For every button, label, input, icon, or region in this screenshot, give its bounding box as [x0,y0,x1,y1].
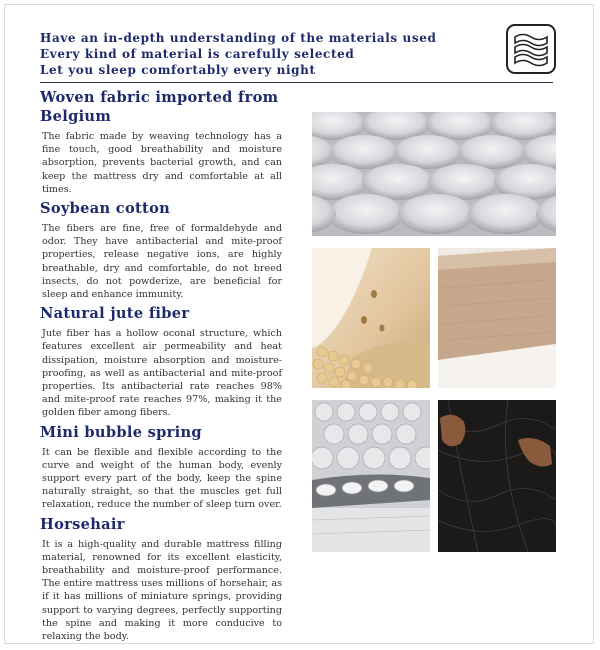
header-line-2: Every kind of material is carefully selected [40,47,355,61]
section-mini-bubble-spring [40,423,284,512]
jute-fiber-photo [438,248,556,388]
layered-fabric-icon [505,23,557,75]
section-horsehair [40,515,284,644]
section-jute-fiber [40,304,284,419]
section-woven-fabric [40,88,284,196]
section-title: Soybean cotton [40,200,171,218]
section-text: It is a high-quality and durable mattress filling material, renowned for its excellent elasticity, breathability and moisture-proof performance. The entire mattress uses millions of horsehair, as if it has millions of miniature springs, providing support to varying degrees, perfectly supporting the spine and making it more conducive to relaxing the body. [42,538,282,643]
header-line-3: Let you sleep comfortably every night [40,63,316,77]
section-text: Jute fiber has a hollow oconal structure, which features excellent air permeability and heat dissipation, moisture absorption and moisture-proofing, as well as antibacterial and mite-proof properties. Its antibacterial rate reaches 98% and mite-proof rate reaches 97%, making it the golden fiber among fibers. [42,328,282,419]
section-title: Horsehair [40,515,125,533]
section-text: It can be flexible and flexible according to the curve and weight of the human body, evenly support every part of the body, keep the spine naturally straight, so that the muscles get full relaxation, reduce the number of sleep turn over. [42,446,282,511]
section-text: The fabric made by weaving technology has a fine touch, good breathability and moisture absorption, prevents bacterial growth, and can keep the mattress dry and comfortable at all times. [42,131,282,195]
header-line-1: Have an in-depth understanding of the materials used [40,31,437,45]
soybean-cotton-photo [312,248,430,388]
section-title: Woven fabric imported from Belgium [40,89,279,125]
materials-text-column [40,88,284,643]
header [40,30,436,78]
section-title: Mini bubble spring [40,423,202,441]
section-title: Natural jute fiber [40,305,190,323]
section-soybean-cotton [40,199,284,301]
mini-bubble-spring-photo [312,400,430,552]
woven-fabric-photo [312,112,556,236]
header-divider [40,82,553,83]
section-text: The fibers are fine, free of formaldehyde and odor. They have antibacterial and mite-proof properties, release negative ions, are highly breathable, dry and comfortable, do not breed insects, do not powderize, are beneficial for sleep and enhance immunity. [42,223,282,301]
horsehair-photo [438,400,556,552]
